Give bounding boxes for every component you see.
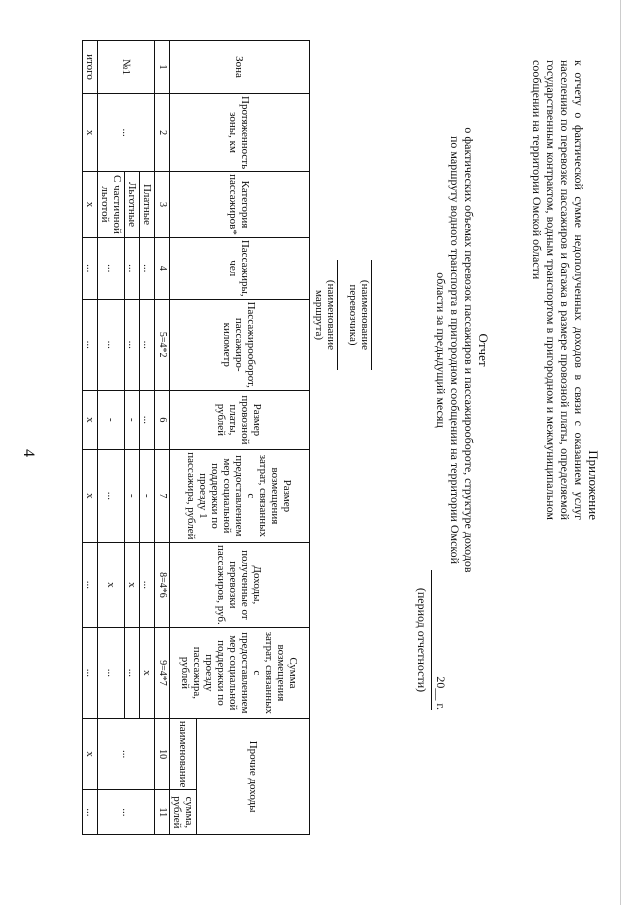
cell: x xyxy=(83,94,98,172)
header-length: Протяженность зоны, км xyxy=(170,94,310,172)
cell: - xyxy=(125,449,140,542)
col-num: 8=4*6 xyxy=(155,542,170,627)
period-label: (период отчетности) xyxy=(415,587,429,693)
cell: x xyxy=(83,390,98,449)
number-row xyxy=(155,41,170,835)
cell: ... xyxy=(140,299,155,390)
cell: ... xyxy=(83,542,98,627)
appendix-text: к отчету о фактической сумме недополученных доходов в связи с оказанием услуг населению по перевозке пассажиров и багажа в размере провозной платы, определяемой государственным контрактом, водным транспортом в пригородном и межмуниципальном сообщении на территории Омской области xyxy=(530,60,586,520)
header-other: Прочие доходы xyxy=(197,718,310,834)
col-num: 5=4*2 xyxy=(155,299,170,390)
route-caption: (наименование маршрута) xyxy=(313,260,338,370)
report-heading xyxy=(434,120,490,580)
cell: ... xyxy=(140,390,155,449)
report-subtitle: о фактических объемах перевозок пассажиров и пассажирообороте, структуре доходов по маршруту водного транспорта в пригородном сообщении на территории Омской области за предыдущий месяц xyxy=(434,127,476,573)
cell: ... xyxy=(83,627,98,718)
table-row xyxy=(140,41,155,835)
col-num: 1 xyxy=(155,41,170,94)
report-title: Отчет xyxy=(476,333,491,367)
cell: - xyxy=(140,449,155,542)
cell: ... xyxy=(83,237,98,299)
col-num: 10 xyxy=(155,718,170,789)
header-other-sum: сумма, рублей xyxy=(170,790,197,835)
cell: ... xyxy=(125,237,140,299)
total-row xyxy=(83,41,98,835)
col-num: 3 xyxy=(155,172,170,238)
total-label: итого xyxy=(83,41,98,94)
header-zone: Зона xyxy=(170,41,310,94)
cell: ... xyxy=(98,299,125,390)
col-num: 2 xyxy=(155,94,170,172)
page-edge xyxy=(620,0,621,905)
period-year: 20__ г. xyxy=(434,676,448,710)
category-cell: Льготные xyxy=(125,172,140,238)
length-cell: ... xyxy=(98,94,155,172)
col-num: 11 xyxy=(155,790,170,835)
other-sum-cell: ... xyxy=(98,790,155,835)
period-line xyxy=(431,570,432,710)
cell: ... xyxy=(140,237,155,299)
category-cell: Платные xyxy=(140,172,155,238)
cell: ... xyxy=(83,299,98,390)
header-sum-compensation: Сумма возмещения затрат, связанных с предоставлением мер социальной поддержки по проезду пассажира, рублей xyxy=(170,627,310,718)
cell: - xyxy=(98,390,125,449)
category-cell: С частичной льготой xyxy=(98,172,125,238)
cell: x xyxy=(83,449,98,542)
appendix-block xyxy=(530,60,600,520)
period-block xyxy=(414,570,448,710)
cell: x xyxy=(83,718,98,789)
report-table xyxy=(82,40,310,835)
cell: ... xyxy=(125,627,140,718)
col-num: 7 xyxy=(155,449,170,542)
header-turnover: Пассажирооборот, пассажиро-километр xyxy=(170,299,310,390)
other-name-cell: ... xyxy=(98,718,155,789)
cell: ... xyxy=(98,237,125,299)
carrier-caption: (наименование перевозчика) xyxy=(347,260,372,370)
col-num: 4 xyxy=(155,237,170,299)
appendix-title: Приложение xyxy=(586,450,601,520)
cell: x xyxy=(98,542,125,627)
cell: ... xyxy=(140,542,155,627)
cell: ... xyxy=(98,449,125,542)
header-income: Доходы, полученные от перевозки пассажиров, руб. xyxy=(170,542,310,627)
cell: - xyxy=(125,390,140,449)
page-number: 4 xyxy=(20,449,37,457)
col-num: 6 xyxy=(155,390,170,449)
header-compensation: Размер возмещения затрат, связанных с предоставлением мер социальной поддержки по проезду 1 пассажира, рублей xyxy=(170,449,310,542)
header-fare: Размер провозной платы, рублей xyxy=(170,390,310,449)
cell: x xyxy=(83,172,98,238)
header-passengers: Пассажиры, чел xyxy=(170,237,310,299)
cell: ... xyxy=(98,627,125,718)
cell: x xyxy=(125,542,140,627)
cell: x xyxy=(140,627,155,718)
header-other-name: наименование xyxy=(170,718,197,789)
zone-cell: №1 xyxy=(98,41,155,94)
header-row xyxy=(197,41,310,835)
cell: ... xyxy=(125,299,140,390)
col-num: 9=4*7 xyxy=(155,627,170,718)
header-category: Категория пассажиров* xyxy=(170,172,310,238)
cell: ... xyxy=(83,790,98,835)
